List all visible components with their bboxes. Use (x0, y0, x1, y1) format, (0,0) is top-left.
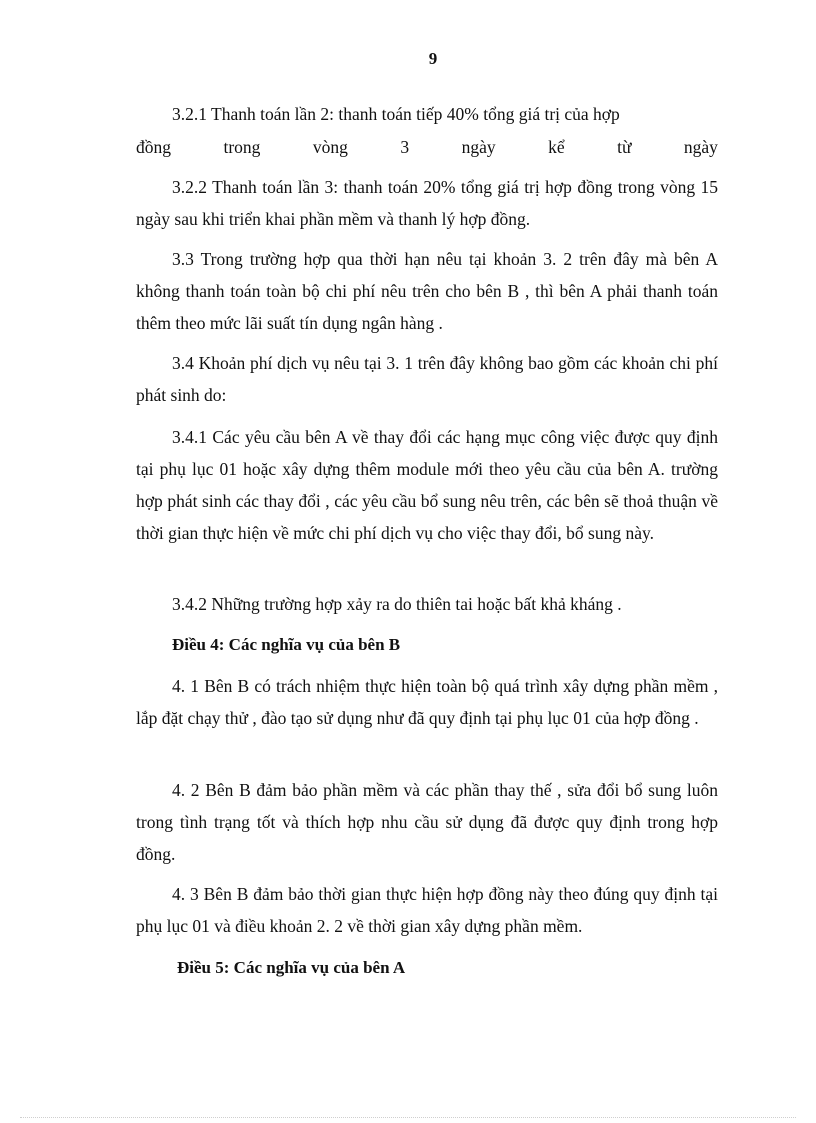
article-4-heading: Điều 4: Các nghĩa vụ của bên B (172, 635, 401, 654)
paragraph-3-3 (136, 243, 718, 339)
paragraph-3-4-2 (136, 588, 718, 620)
paragraph-text: 3.3 Trong trường hợp qua thời hạn nêu tại khoản 3. 2 trên đây mà bên A không thanh toán toàn bộ chi phí nêu trên cho bên B , thì bên A phải thanh toán thêm theo mức lãi suất tín dụng ngân hàng . (136, 249, 718, 333)
paragraph-text: 4. 1 Bên B có trách nhiệm thực hiện toàn bộ quá trình xây dựng phần mềm , lắp đặt chạy thử , đào tạo sử dụng như đã quy định tại phụ lục 01 của hợp đồng . (136, 676, 718, 728)
word: đồng (136, 137, 171, 157)
paragraph-text: 4. 2 Bên B đảm bảo phần mềm và các phần thay thế , sửa đổi bổ sung luôn trong tình trạng tốt và thích hợp nhu cầu sử dụng đã được quy định trong hợp đồng. (136, 780, 718, 864)
page-number: 9 (428, 49, 438, 68)
paragraph-3-4-1 (136, 421, 718, 549)
word: ngày (683, 137, 718, 157)
word: từ (617, 137, 632, 157)
paragraph-text: 3.4.1 Các yêu cầu bên A về thay đổi các hạng mục công việc được quy định tại phụ lục 01 hoặc xây dựng thêm module mới theo yêu cầu của bên A. trường hợp phát sinh các thay đổi , các yêu cầu bổ sung nêu trên, các bên sẽ thoả thuận về thời gian thực hiện về mức chi phí dịch vụ cho việc thay đổi, bổ sung này. (136, 427, 718, 543)
word: vòng (312, 137, 348, 157)
page-bottom-divider (20, 1117, 796, 1118)
article-5-heading: Điều 5: Các nghĩa vụ của bên A (177, 958, 406, 977)
paragraph-3-2-1 (136, 98, 718, 130)
paragraph-text: 3.4 Khoản phí dịch vụ nêu tại 3. 1 trên đây không bao gồm các khoản chi phí phát sinh do: (136, 353, 718, 405)
word: 3 (400, 137, 410, 157)
paragraph-4-2 (136, 774, 718, 870)
paragraph-3-4 (136, 347, 718, 411)
word: kể (548, 137, 565, 157)
paragraph-3-2-1-line-2 (136, 131, 718, 163)
word: trong (223, 137, 261, 157)
paragraph-3-2-2 (136, 171, 718, 235)
paragraph-text: 3.4.2 Những trường hợp xảy ra do thiên tai hoặc bất khả kháng . (172, 594, 622, 614)
word: ngày (461, 137, 496, 157)
paragraph-4-1 (136, 670, 718, 734)
paragraph-text: 4. 3 Bên B đảm bảo thời gian thực hiện hợp đồng này theo đúng quy định tại phụ lục 01 và điều khoản 2. 2 về thời gian xây dựng phần mềm. (136, 884, 718, 936)
paragraph-text: 3.2.1 Thanh toán lần 2: thanh toán tiếp 40% tổng giá trị của hợp (172, 104, 620, 124)
paragraph-4-3 (136, 878, 718, 942)
paragraph-text: 3.2.2 Thanh toán lần 3: thanh toán 20% tổng giá trị hợp đồng trong vòng 15 ngày sau khi triển khai phần mềm và thanh lý hợp đồng. (136, 177, 718, 229)
